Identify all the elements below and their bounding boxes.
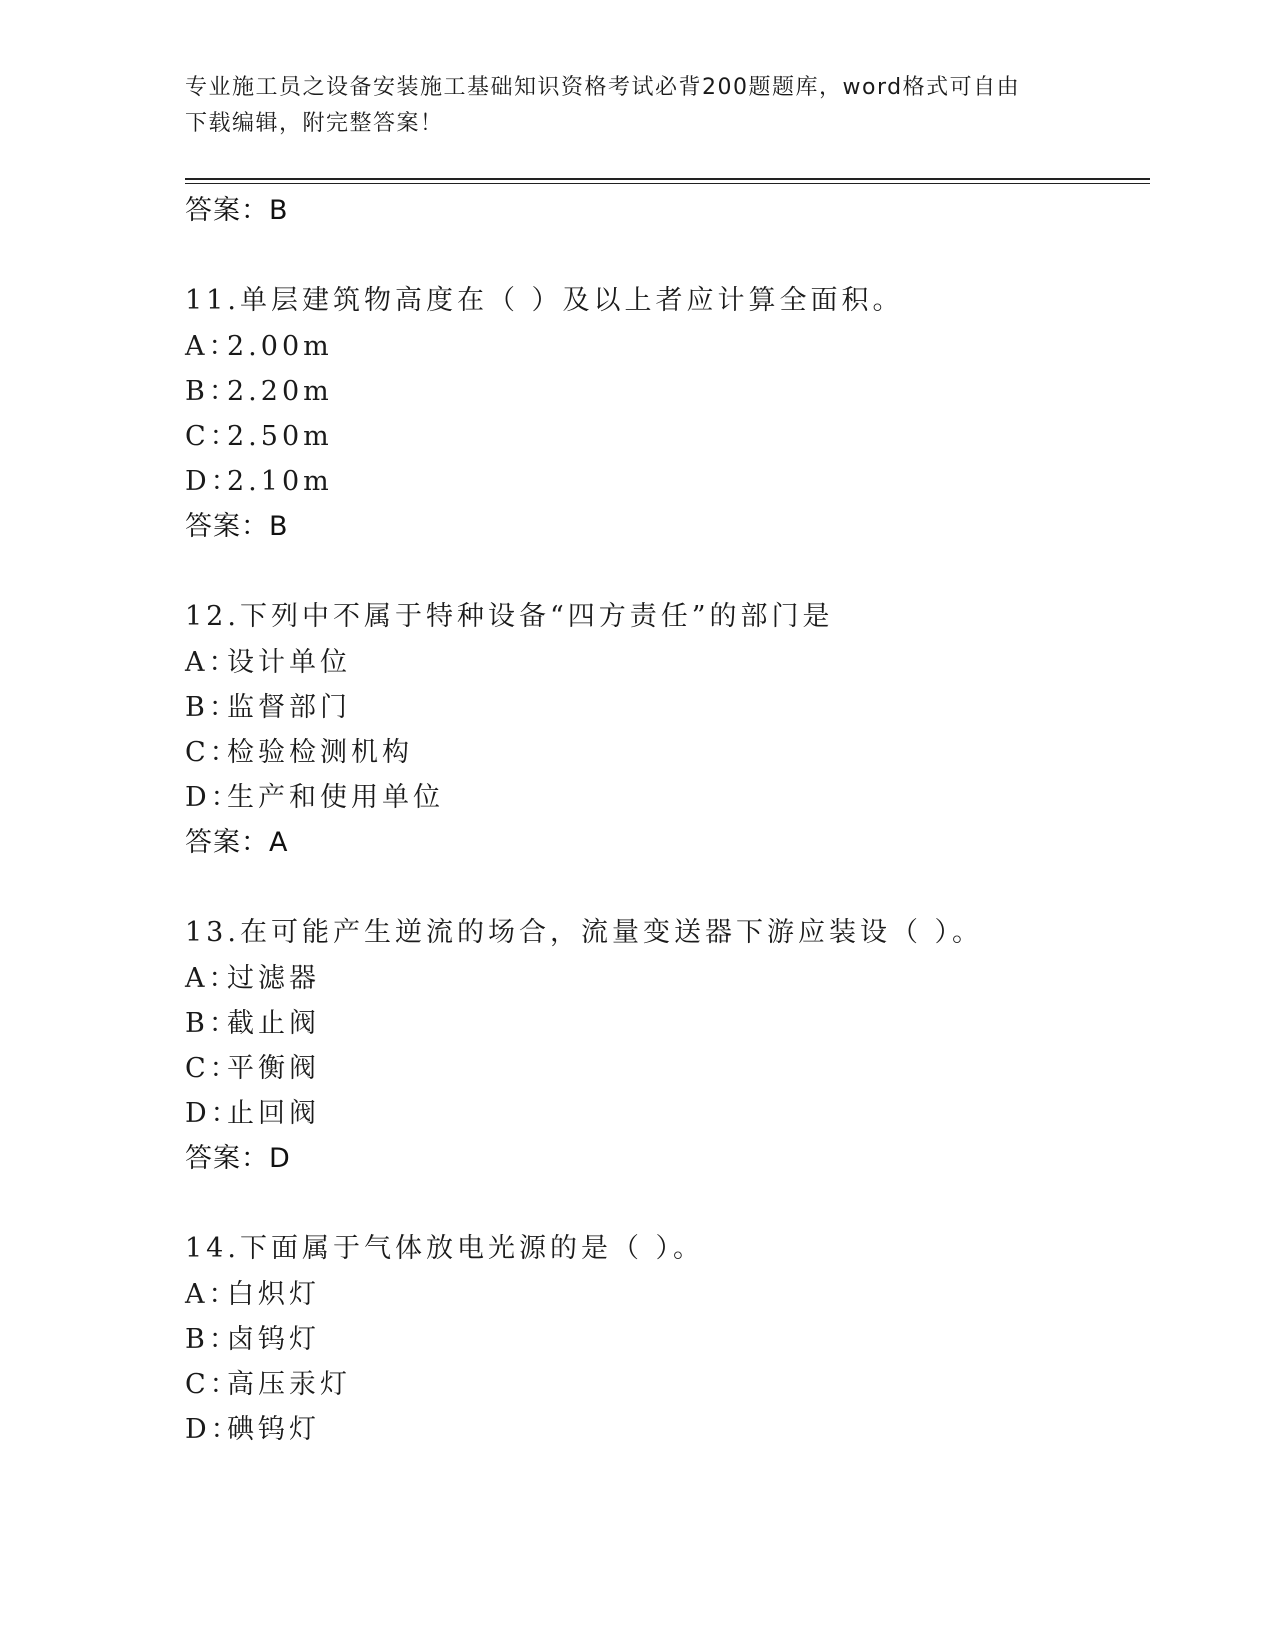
question-title: 13.在可能产生逆流的场合，流量变送器下游应装设（ ）。 bbox=[185, 917, 984, 948]
question-answer bbox=[185, 1136, 1150, 1182]
question-answer bbox=[185, 504, 1150, 550]
document-header bbox=[185, 70, 1065, 142]
option-text: 监督部门 bbox=[227, 692, 351, 723]
answer-value: B bbox=[269, 511, 289, 542]
option-d bbox=[185, 1091, 1150, 1136]
option-key: B： bbox=[185, 1008, 240, 1039]
option-a bbox=[185, 1272, 1150, 1317]
previous-answer bbox=[185, 188, 1150, 234]
answer-value: B bbox=[269, 195, 289, 226]
header-line-1: 专业施工员之设备安装施工基础知识资格考试必背200题题库，word格式可自由 bbox=[185, 75, 1021, 100]
header-rule-thin bbox=[185, 183, 1150, 184]
option-text: 平衡阀 bbox=[227, 1053, 320, 1084]
option-key: A： bbox=[185, 1279, 240, 1310]
answer-value: D bbox=[269, 1143, 291, 1174]
answer-label: 答案： bbox=[185, 511, 269, 542]
option-text: 2.20m bbox=[227, 376, 333, 407]
option-text: 生产和使用单位 bbox=[227, 782, 444, 813]
option-key: C： bbox=[185, 1369, 241, 1400]
option-text: 过滤器 bbox=[227, 963, 320, 994]
option-text: 碘钨灯 bbox=[227, 1414, 320, 1445]
answer-label: 答案： bbox=[185, 1143, 269, 1174]
question-answer bbox=[185, 820, 1150, 866]
option-c bbox=[185, 1046, 1150, 1091]
option-key: B： bbox=[185, 1324, 240, 1355]
option-b bbox=[185, 1001, 1150, 1046]
option-text: 2.10m bbox=[227, 466, 333, 497]
answer-value: A bbox=[269, 827, 289, 858]
option-text: 白炽灯 bbox=[227, 1279, 320, 1310]
option-key: A： bbox=[185, 647, 240, 678]
option-c bbox=[185, 414, 1150, 459]
option-text: 高压汞灯 bbox=[227, 1369, 351, 1400]
question-item bbox=[185, 278, 1150, 550]
option-key: D： bbox=[185, 1098, 242, 1129]
option-text: 检验检测机构 bbox=[227, 737, 413, 768]
option-b bbox=[185, 685, 1150, 730]
question-item bbox=[185, 594, 1150, 866]
option-key: A： bbox=[185, 963, 240, 994]
question-list bbox=[185, 188, 1150, 1496]
option-a bbox=[185, 956, 1150, 1001]
option-key: C： bbox=[185, 421, 241, 452]
option-key: D： bbox=[185, 466, 242, 497]
option-c bbox=[185, 1362, 1150, 1407]
option-key: C： bbox=[185, 1053, 241, 1084]
option-key: D： bbox=[185, 782, 242, 813]
header-line-2: 下载编辑，附完整答案！ bbox=[185, 111, 444, 136]
option-c bbox=[185, 730, 1150, 775]
option-key: A： bbox=[185, 331, 240, 362]
option-text: 设计单位 bbox=[227, 647, 351, 678]
option-text: 截止阀 bbox=[227, 1008, 320, 1039]
option-key: B： bbox=[185, 692, 240, 723]
option-key: D： bbox=[185, 1414, 242, 1445]
answer-label: 答案： bbox=[185, 827, 269, 858]
option-b bbox=[185, 1317, 1150, 1362]
option-d bbox=[185, 1407, 1150, 1452]
option-a bbox=[185, 324, 1150, 369]
question-item bbox=[185, 1226, 1150, 1452]
option-d bbox=[185, 459, 1150, 504]
option-text: 止回阀 bbox=[227, 1098, 320, 1129]
question-title: 14.下面属于气体放电光源的是（ ）。 bbox=[185, 1233, 705, 1264]
option-text: 2.00m bbox=[227, 331, 333, 362]
answer-label: 答案： bbox=[185, 195, 269, 226]
option-b bbox=[185, 369, 1150, 414]
option-key: C： bbox=[185, 737, 241, 768]
question-title: 11.单层建筑物高度在（ ）及以上者应计算全面积。 bbox=[185, 285, 904, 316]
question-item bbox=[185, 910, 1150, 1182]
option-text: 2.50m bbox=[227, 421, 333, 452]
option-key: B： bbox=[185, 376, 240, 407]
option-text: 卤钨灯 bbox=[227, 1324, 320, 1355]
option-a bbox=[185, 640, 1150, 685]
header-rule-thick bbox=[185, 178, 1150, 180]
option-d bbox=[185, 775, 1150, 820]
question-title: 12.下列中不属于特种设备“四方责任”的部门是 bbox=[185, 601, 834, 632]
